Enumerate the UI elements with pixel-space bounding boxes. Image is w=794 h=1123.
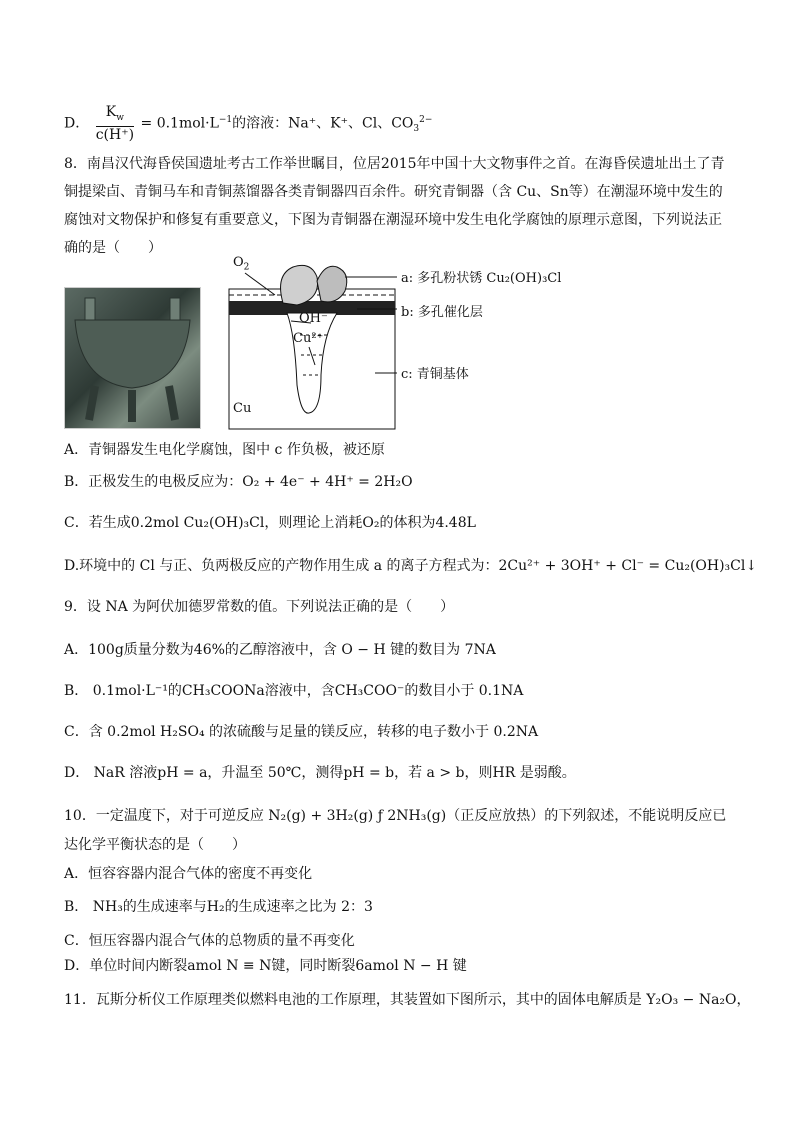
q9-option-b: B． 0.1mol·L⁻¹的CH₃COONa溶液中，含CH₃COO⁻的数目小于 0.1NA: [64, 683, 524, 699]
frac-den: c(H⁺): [95, 126, 135, 143]
q10-option-c: C．恒压容器内混合气体的总物质的量不再变化: [64, 933, 355, 949]
label-b: b: 多孔催化层: [401, 305, 483, 320]
q10-option-b: B． NH₃的生成速率与H₂的生成速率之比为 2：3: [64, 899, 373, 915]
q11-stem: 11．瓦斯分析仪工作原理类似燃料电池的工作原理，其装置如下图所示，其中的固体电解质是 Y₂O₃ − Na₂O，: [64, 992, 751, 1008]
q7-optd-sub: 3: [413, 124, 420, 135]
cu2-label: Cu²⁺: [293, 331, 324, 346]
q7-optd-sup: 2−: [419, 114, 433, 125]
bronze-vessel-icon: [65, 288, 200, 428]
q8-option-d: D.环境中的 Cl 与正、负两极反应的产物作用生成 a 的离子方程式为：2Cu²⁺ + 3OH⁺ + Cl⁻ = Cu₂(OH)₃Cl↓: [64, 558, 758, 574]
q8-stem: 8．南昌汉代海昏侯国遗址考古工作举世瞩目，位居2015年中国十大文物事件之首。在海昏侯遗址出土了青铜提梁卣、青铜马车和青铜蒸馏器各类青铜器四百余件。研究青铜器（含 Cu、Sn等）在潮湿环境中发生的腐蚀对文物保护和修复有重要意义，下图为青铜器在潮湿环境中发生电化学腐蚀的原理示意图，下列说法正确的是（ ）: [64, 156, 725, 256]
q7-option-d: [64, 104, 432, 143]
q9-stem: 9．设 NA 为阿伏加德罗常数的值。下列说法正确的是（ ）: [64, 599, 455, 615]
fraction: [96, 104, 134, 143]
q9-option-d: D． NaR 溶液pH = a，升温至 50℃，测得pH = b，若 a > b，则HR 是弱酸。: [64, 765, 576, 781]
q9-option-a: A．100g质量分数为46%的乙醇溶液中，含 O − H 键的数目为 7NA: [64, 642, 496, 658]
q7-optd-prefix: D．: [64, 115, 90, 132]
q10-option-d: D．单位时间内断裂amol N ≡ N键，同时断裂6amol N − H 键: [64, 958, 467, 974]
frac-num-sub: w: [116, 112, 124, 123]
q8-option-c: C．若生成0.2mol Cu₂(OH)₃Cl，则理论上消耗O₂的体积为4.48L: [64, 515, 476, 531]
q9-option-c: C．含 0.2mol H₂SO₄ 的浓硫酸与足量的镁反应，转移的电子数小于 0.2NA: [64, 724, 539, 740]
label-c: c: 青铜基体: [401, 367, 469, 382]
q10-option-a: A．恒容容器内混合气体的密度不再变化: [64, 866, 313, 882]
q7-optd-rest: 的溶液：Na⁺、K⁺、Cl、CO: [232, 115, 414, 132]
q8-option-a: A．青铜器发生电化学腐蚀，图中 c 作负极，被还原: [64, 442, 385, 458]
q8-option-b: B．正极发生的电极反应为：O₂ + 4e⁻ + 4H⁺ = 2H₂O: [64, 474, 413, 490]
corrosion-diagram: [225, 255, 605, 435]
o2-label: $O_2$: [233, 255, 250, 273]
frac-num: K: [105, 104, 117, 120]
q10-stem-line2: 达化学平衡状态的是（ ）: [64, 837, 246, 853]
label-a: a: 多孔粉状锈 Cu₂(OH)₃Cl: [401, 271, 562, 286]
bronze-vessel-photo: [64, 287, 201, 429]
cu-label: Cu: [233, 401, 252, 416]
q7-optd-mid: = 0.1mol·L: [140, 115, 219, 132]
oh-label: OH⁻: [299, 311, 328, 326]
q10-stem-line1: 10．一定温度下，对于可逆反应 N₂(g) + 3H₂(g) ƒ 2NH₃(g)（正反应放热）的下列叙述，不能说明反应已: [64, 808, 727, 824]
q7-optd-mid-sup: −1: [218, 114, 233, 125]
